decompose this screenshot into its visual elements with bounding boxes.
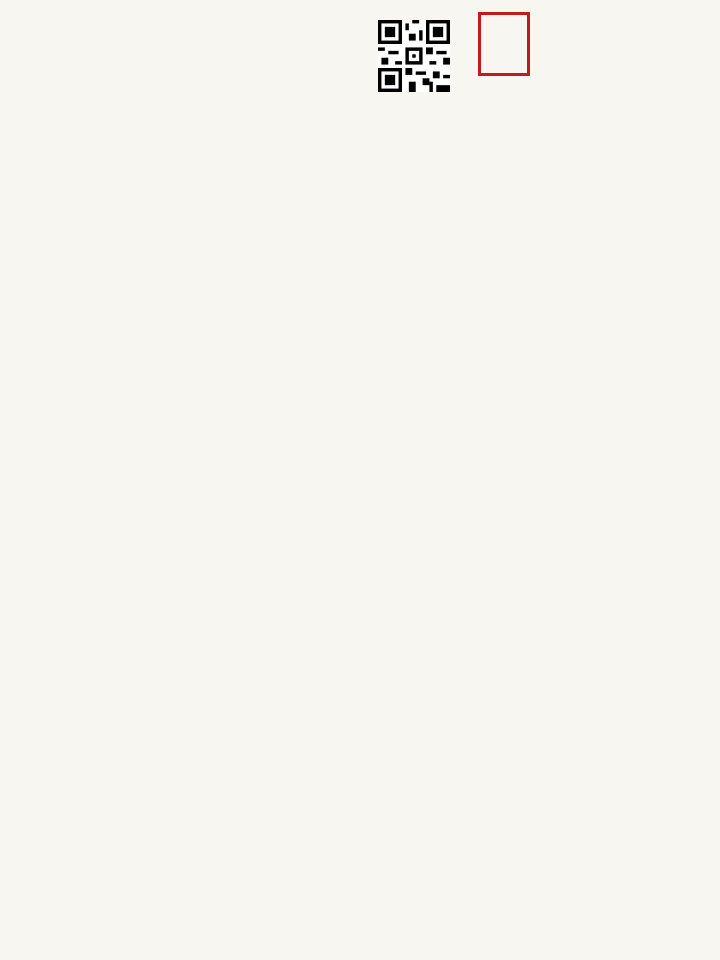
qr-code-icon <box>378 20 450 92</box>
red-seal-icon <box>478 12 530 76</box>
